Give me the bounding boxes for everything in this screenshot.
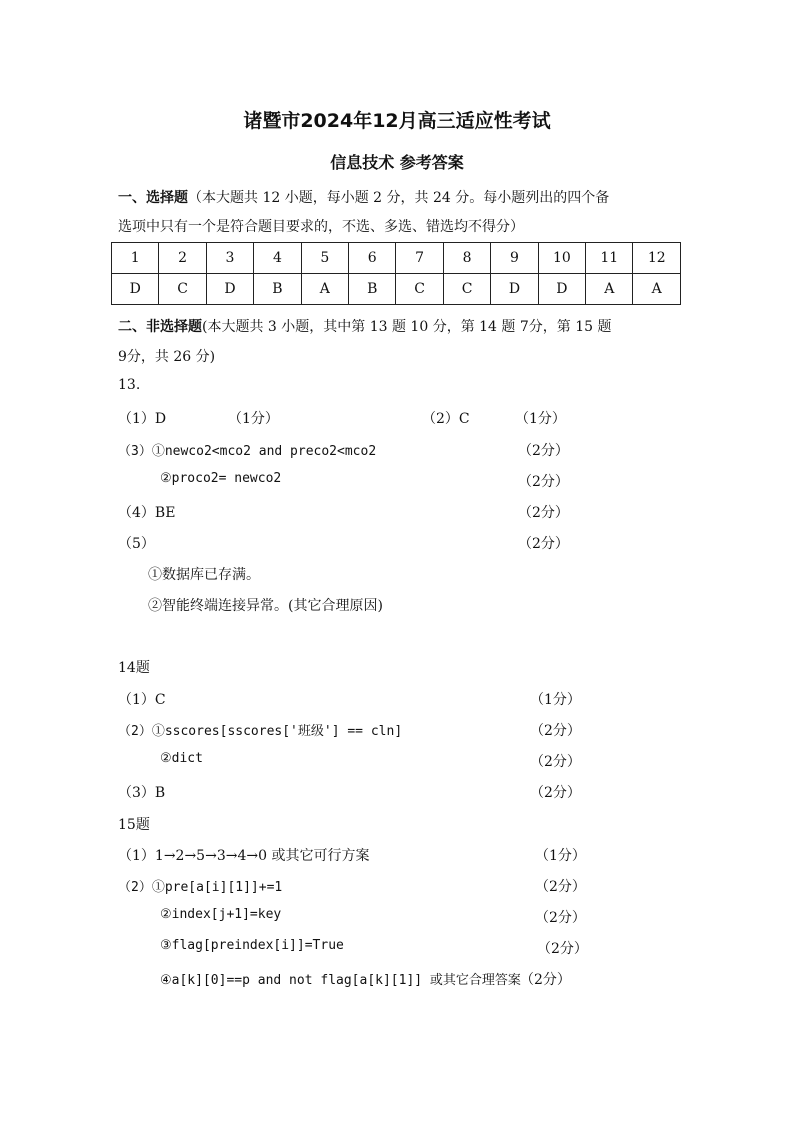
table-cell-answer: D (206, 274, 253, 305)
q15-p1-score: （1分） (535, 848, 586, 864)
q13-p5-score: （2分） (518, 536, 569, 552)
table-cell-number: 6 (349, 243, 396, 274)
q14-p2a: （2）①sscores[sscores['班级'] == cln] (118, 724, 403, 739)
q13-p5b: ②智能终端连接异常。(其它合理原因) (148, 598, 383, 614)
table-cell-number: 12 (633, 243, 681, 274)
q14-p2a-score: （2分） (530, 723, 581, 739)
table-cell-answer: C (443, 274, 490, 305)
table-cell-number: 7 (396, 243, 443, 274)
table-cell-number: 10 (538, 243, 585, 274)
q13-p2: （2）C (422, 411, 470, 427)
section2-desc-line2: 9分，共 26 分) (118, 349, 216, 365)
table-cell-number: 4 (254, 243, 301, 274)
q13-p1-score: （1分） (228, 411, 279, 427)
section1-heading: 一、选择题 (118, 190, 188, 206)
q14-p2b: ②dict (160, 751, 203, 766)
q15-label: 15题 (118, 817, 150, 833)
table-cell-answer: C (396, 274, 443, 305)
section2-desc-line1: (本大题共 3 小题，其中第 13 题 10 分，第 14 题 7分，第 15 题 (202, 319, 612, 335)
q14-label: 14题 (118, 660, 150, 676)
table-cell-number: 3 (206, 243, 253, 274)
q13-p5a: ①数据库已存满。 (148, 567, 260, 583)
table-cell-answer: D (491, 274, 538, 305)
table-row (112, 274, 681, 305)
q14-p1-score: （1分） (530, 692, 581, 708)
q15-p2a: （2）①pre[a[i][1]]+=1 (118, 880, 283, 895)
q13-p3b-score: （2分） (518, 474, 569, 490)
page-title: 诸暨市2024年12月高三适应性考试 (243, 110, 551, 132)
table-cell-answer: D (112, 274, 159, 305)
table-cell-answer: A (586, 274, 633, 305)
section2-heading: 二、非选择题 (118, 319, 202, 335)
table-cell-answer: B (349, 274, 396, 305)
table-cell-answer: A (301, 274, 348, 305)
table-cell-answer: B (254, 274, 301, 305)
q15-p2d-score: （2分） (520, 972, 571, 988)
q14-p1: （1）C (118, 692, 166, 708)
q13-p5: （5） (118, 536, 155, 552)
table-row (112, 243, 681, 274)
table-cell-number: 9 (491, 243, 538, 274)
table-cell-number: 1 (112, 243, 159, 274)
table-cell-answer: D (538, 274, 585, 305)
q13-p2-score: （1分） (515, 411, 566, 427)
page-subtitle: 信息技术 参考答案 (330, 153, 464, 172)
table-cell-number: 2 (159, 243, 206, 274)
q15-p2a-score: （2分） (535, 879, 586, 895)
q15-p2b-score: （2分） (535, 910, 586, 926)
q14-p2b-score: （2分） (530, 754, 581, 770)
section1-desc-line2: 选项中只有一个是符合题目要求的，不选、多选、错选均不得分） (118, 219, 524, 235)
q15-p2b: ②index[j+1]=key (160, 907, 282, 922)
q13-p3a-score: （2分） (518, 443, 569, 459)
q14-p3-score: （2分） (530, 785, 581, 801)
section2-line1 (118, 316, 612, 336)
table-cell-number: 8 (443, 243, 490, 274)
section1-line1 (118, 187, 609, 207)
q13-p4: （4）BE (118, 505, 176, 521)
q15-p2c-score: （2分） (537, 941, 588, 957)
q13-p4-score: （2分） (518, 505, 569, 521)
q13-p1: （1）D (118, 411, 167, 427)
answer-table (111, 242, 681, 305)
table-cell-answer: A (633, 274, 681, 305)
q15-p1: （1）1→2→5→3→4→0 或其它可行方案 (118, 848, 370, 864)
table-cell-number: 5 (301, 243, 348, 274)
section1-desc-line1: （本大题共 12 小题，每小题 2 分，共 24 分。每小题列出的四个备 (188, 190, 610, 206)
table-cell-number: 11 (586, 243, 633, 274)
q14-p3: （3）B (118, 785, 166, 801)
table-cell-answer: C (159, 274, 206, 305)
q15-p2d: ④a[k][0]==p and not flag[a[k][1]] 或其它合理答案 (160, 973, 521, 988)
q15-p2c: ③flag[preindex[i]]=True (160, 938, 344, 953)
q13-p3b: ②proco2= newco2 (160, 471, 282, 486)
q13-label: 13. (118, 377, 141, 393)
q13-p3a: （3）①newco2<mco2 and preco2<mco2 (118, 444, 377, 459)
